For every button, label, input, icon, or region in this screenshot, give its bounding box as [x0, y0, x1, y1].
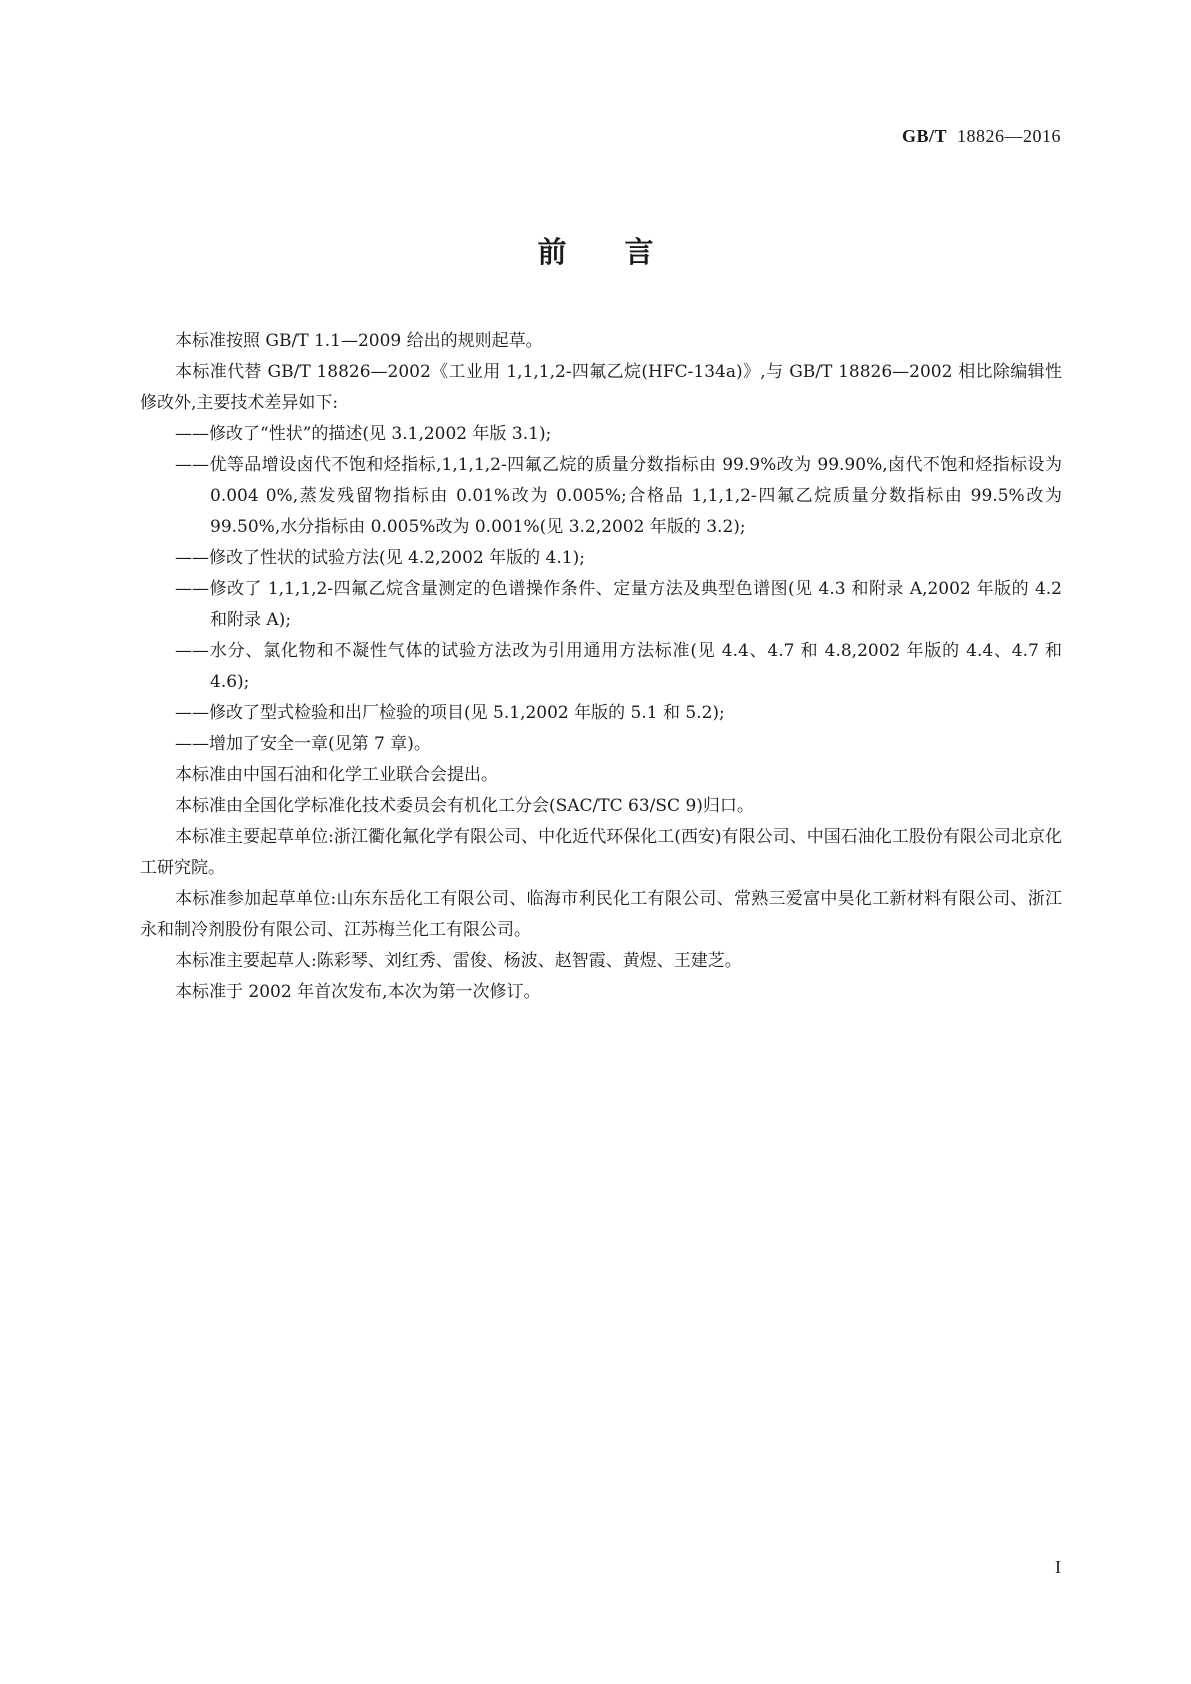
change-item: ——增加了安全一章(见第 7 章)。 [175, 734, 431, 754]
change-item: ——修改了“性状”的描述(见 3.1,2002 年版 3.1); [175, 424, 552, 444]
page-number: I [1055, 1557, 1061, 1577]
change-item: ——修改了型式检验和出厂检验的项目(见 5.1,2002 年版的 5.1 和 5.2); [175, 703, 725, 723]
paragraph-committee: 本标准由全国化学标准化技术委员会有机化工分会(SAC/TC 63/SC 9)归口。 [175, 796, 754, 816]
paragraph-participating-drafters: 本标准参加起草单位:山东东岳化工有限公司、临海市利民化工有限公司、常熟三爱富中昊化工新材料有限公司、浙江永和制冷剂股份有限公司、江苏梅兰化工有限公司。 [140, 889, 1062, 940]
change-item: ——优等品增设卤代不饱和烃指标,1,1,1,2-四氟乙烷的质量分数指标由 99.9%改为 99.90%,卤代不饱和烃指标设为 0.004 0%,蒸发残留物指标由 0.01%改为 0.005%;合格品 1,1,1,2-四氟乙烷质量分数指标由 99.5%改为 99.50%,水分指标由 0.005%改为 0.001%(见 3.2,2002 年版的 3.2); [175, 455, 1062, 537]
paragraph-proposer: 本标准由中国石油和化学工业联合会提出。 [175, 765, 498, 785]
paragraph-replacement: 本标准代替 GB/T 18826—2002《工业用 1,1,1,2-四氟乙烷(HFC-134a)》,与 GB/T 18826—2002 相比除编辑性修改外,主要技术差异如下: [140, 362, 1062, 413]
change-item: ——水分、氯化物和不凝性气体的试验方法改为引用通用方法标准(见 4.4、4.7 和 4.8,2002 年版的 4.4、4.7 和 4.6); [175, 641, 1062, 692]
foreword-body [140, 326, 1062, 1008]
change-item: ——修改了性状的试验方法(见 4.2,2002 年版的 4.1); [175, 548, 585, 568]
standard-number: 18826—2016 [957, 126, 1061, 146]
standard-code [902, 126, 1061, 147]
paragraph-main-drafters: 本标准主要起草单位:浙江衢化氟化学有限公司、中化近代环保化工(西安)有限公司、中国石油化工股份有限公司北京化工研究院。 [140, 827, 1062, 878]
page-title: 前言 [537, 235, 712, 269]
change-item: ——修改了 1,1,1,2-四氟乙烷含量测定的色谱操作条件、定量方法及典型色谱图(见 4.3 和附录 A,2002 年版的 4.2 和附录 A); [175, 579, 1062, 630]
paragraph-drafting-people: 本标准主要起草人:陈彩琴、刘红秀、雷俊、杨波、赵智霞、黄煜、王建芝。 [175, 951, 742, 971]
paragraph-drafting-rules: 本标准按照 GB/T 1.1—2009 给出的规则起草。 [175, 331, 543, 351]
standard-prefix: GB/T [901, 126, 947, 146]
paragraph-publication-history: 本标准于 2002 年首次发布,本次为第一次修订。 [175, 982, 541, 1002]
